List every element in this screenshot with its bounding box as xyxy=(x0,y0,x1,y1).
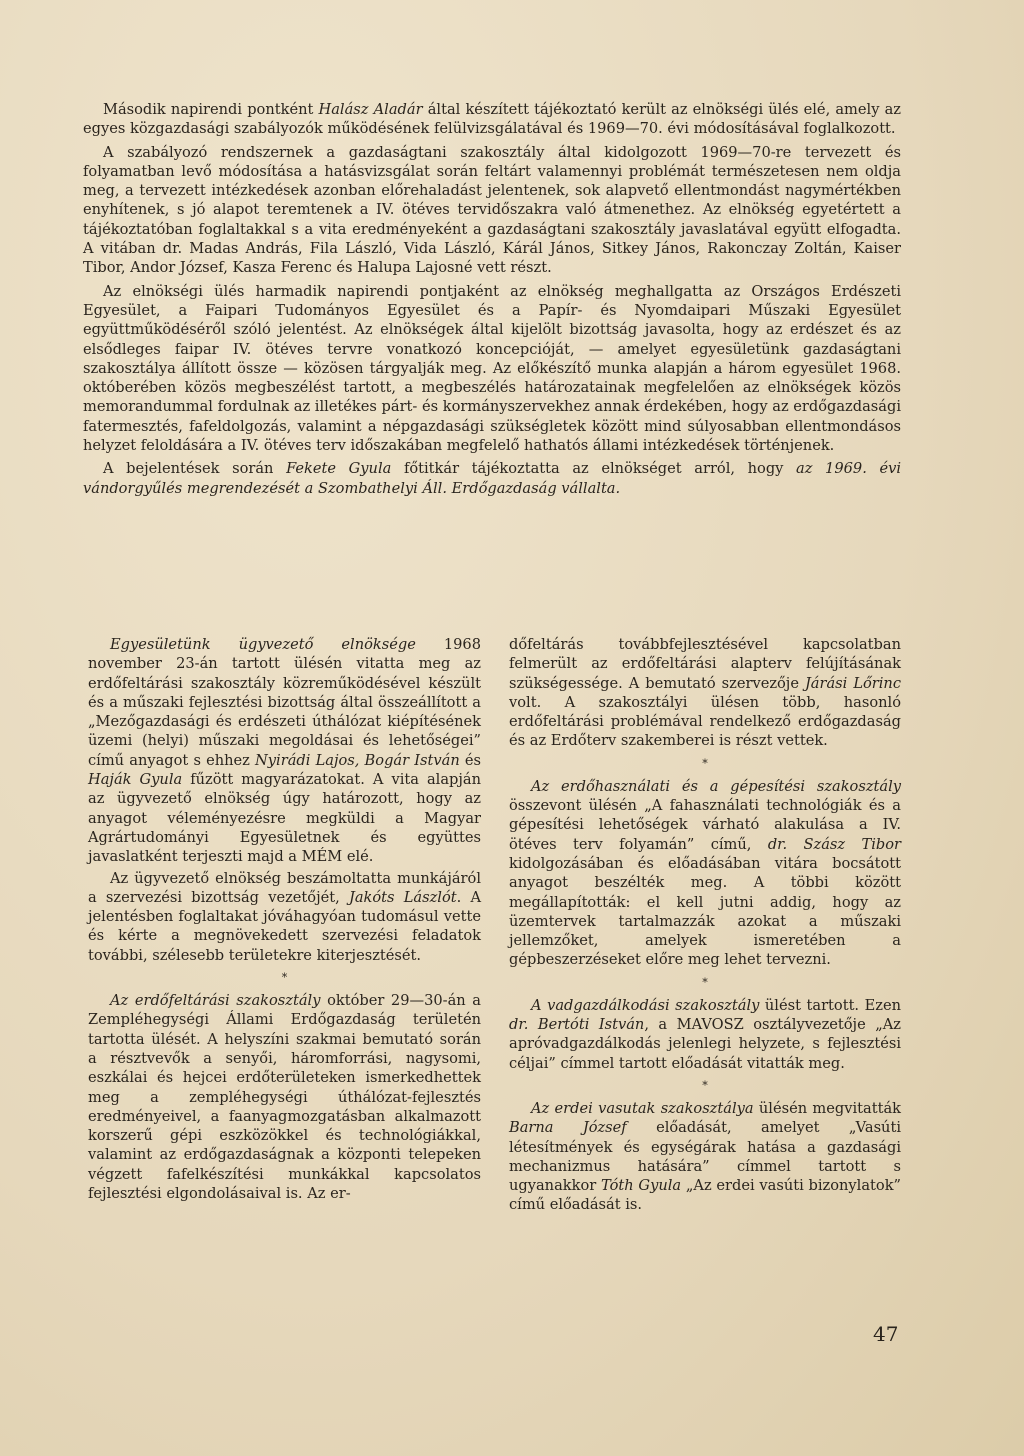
text: volt. A szakosztályi ülésen több, hasonló erdőfeltárási problémával rendelkező erdőgazdaság és az Erdőterv szakemberei is részt vettek. xyxy=(509,693,901,750)
right-column xyxy=(509,635,901,1217)
text: , a MAVOSZ osztályvezetője „Az apróvadgazdálkodás jelenlegi helyzete, s fejlesztési céljai” címmel tartott előadását vitatták meg. xyxy=(509,1016,901,1072)
text: Az ügyvezető elnökség beszámoltatta munkájáról a szervezési bizottság vezetőjét, xyxy=(88,869,481,906)
lead-text: Az erdőfeltárási szakosztály xyxy=(110,992,321,1010)
text: és xyxy=(459,751,482,769)
text: előadását, amelyet „Vasúti létesítmények és egységárak hatása a gazdasági mechanizmus hatására” címmel tartott s ugyanakkor xyxy=(509,1119,901,1195)
person-name: Jakóts Lászlót xyxy=(348,888,457,906)
left-paragraph-3 xyxy=(88,991,481,1203)
separator-asterisk: * xyxy=(702,1078,708,1092)
lead-text: Egyesületünk ügyvezető elnöksége xyxy=(110,636,416,653)
text: 1968 november 23-án tartott ülésén vitatta meg az erdőfeltárási szakosztály közreműködésével készült és a műszaki fejlesztési bizottság által összeállított a „Mezőgazdasági és erdészeti úthálózat kiépítésének üzemi (helyi) műszaki megoldásai és lehetőségei” című anyagot s ehhez xyxy=(88,636,481,769)
text: A bejelentések során xyxy=(103,460,287,478)
text: által készített tájékoztató került az elnökségi ülés elé, amely az egyes közgazdasági szabályozók működésének felülvizsgálatával és 1969—70. évi módosításával foglalkozott. xyxy=(83,101,901,138)
text: . A jelentésben foglaltakat jóváhagyóan tudomásul vette és kérte a megnövekedett szervezési feladatok további, szélesebb területekre kiterjesztését. xyxy=(88,888,481,964)
right-paragraph-4 xyxy=(509,1099,901,1215)
person-name: Halász Aladár xyxy=(318,101,423,118)
text: ülést tartott. Ezen xyxy=(759,996,901,1014)
left-paragraph-2 xyxy=(88,869,481,965)
separator-asterisk: * xyxy=(702,975,708,989)
text: fűzött magyarázatokat. A vita alapján az ügyvezető elnökség úgy határozott, hogy az anyagot véleményezésre megküldi a Magyar Agrártudományi Egyesületnek és együttes javaslatként terjeszti majd a MÉM elé. xyxy=(88,771,481,866)
lead-text: A vadgazdálkodási szakosztály xyxy=(531,996,760,1014)
person-name: Járási Lőrinc xyxy=(804,674,902,692)
text: ülésén megvitatták xyxy=(753,1099,901,1117)
text: az 1969. évi vándorgyűlés megrendezését a Szombathelyi Áll. Erdőgazdaság vállalta. xyxy=(83,460,902,497)
person-name: Fekete Gyula xyxy=(286,460,392,478)
person-name: Tóth Gyula xyxy=(601,1177,682,1195)
lead-text: Az erdőhasználati és a gépesítési szakosztály xyxy=(531,777,901,795)
text: összevont ülésén „A fahasználati technológiák és a gépesítési lehetőségek várható alakulása a IV. ötéves terv folyamán” című, xyxy=(509,797,901,853)
right-paragraph-3 xyxy=(509,996,901,1073)
person-name: dr. Bertóti István xyxy=(509,1016,645,1034)
left-paragraph-1 xyxy=(88,635,481,867)
text: főtitkár tájékoztatta az elnökséget arról, hogy xyxy=(391,460,797,478)
person-name: Haják Gyula xyxy=(88,771,183,789)
person-name: dr. Szász Tibor xyxy=(767,835,901,853)
right-paragraph-2 xyxy=(509,777,901,970)
text: „Az erdei vasúti bizonylatok” című előadását is. xyxy=(509,1177,902,1214)
top-section xyxy=(83,100,901,502)
lead-text: Az erdei vasutak szakosztálya xyxy=(531,1099,754,1117)
paragraph-2: A szabályozó rendszernek a gazdaságtani szakosztály által kidolgozott 1969—70-re tervezett és folyamatban levő módosítása a hatásvizsgálat során feltárt valamennyi problémát természetesen nem oldja meg, a tervezett intézkedések azonban előrehaladást jelentenek, sok alapvető ellentmondást nagymértékben enyhítenek, s jó alapot teremtenek a IV. ötéves tervidőszakra való átmenethez. Az elnökség egyetértett a tájékoztatóban foglaltakkal s a vita eredményeként a gazdaságtani szakosztály javaslatával együtt elfogadta. A vitában dr. Madas András, Fila László, Vida László, Kárál János, Sitkey János, Rakonczay Zoltán, Kaiser Tibor, Andor József, Kasza Ferenc és Halupa Lajosné vett részt. xyxy=(83,143,901,277)
page-number: 47 xyxy=(873,1322,899,1346)
text: október 29—30-án a Zempléhegységi Állami Erdőgazdaság területén tartotta ülését. A helyszíni szakmai bemutató során a résztvevők a senyői, háromforrási, nagysomi, eszkálai és hejcei erdőterületeken ismerkedhettek meg a zempléhegységi úthálózat-fejlesztés eredményeivel, a faanyagmozgatásban alkalmazott korszerű gépi eszközökkel és technológiákkal, valamint az erdőgazdaságnak a központi telepeken végzett fafelkészítési munkákkal kapcsolatos fejlesztési elgondolásaival is. Az er- xyxy=(88,992,482,1203)
paragraph-4 xyxy=(83,459,901,498)
text: dőfeltárás továbbfejlesztésével kapcsolatban felmerült az erdőfeltárási alapterv felújításának szükségessége. A bemutató szervezője xyxy=(509,636,901,692)
paragraph-1 xyxy=(83,100,901,139)
person-name: Barna József xyxy=(509,1119,627,1137)
paragraph-3: Az elnökségi ülés harmadik napirendi pontjaként az elnökség meghallgatta az Országos Erdészeti Egyesület, a Faipari Tudományos Egyesület és a Papír- és Nyomdaipari Műszaki Egyesület együttműködéséről szóló jelentést. Az elnökségek által kijelölt bizottság javasolta, hogy az erdészet és az elsődleges faipar IV. ötéves tervre vonatkozó koncepcióját, — amelyet egyesületünk gazdaságtani szakosztálya állított össze — közösen tárgyalják meg. Az előkészítő munka alapján a három egyesület 1968. októberében közös megbeszélést tartott, a megbeszélés határozatainak megfelelően az elnökségek közös memorandummal fordulnak az illetékes párt- és kormányszervekhez annak érdekében, hogy az erdőgazdasági fatermesztés, fafeldolgozás, valamint a népgazdasági szükségletek között mind súlyosabban ellentmondásos helyzet feloldására a IV. ötéves terv időszakában megfelelő hathatós állami intézkedések történjenek. xyxy=(83,282,901,455)
separator-asterisk: * xyxy=(702,756,708,770)
person-name: Nyirádi Lajos, Bogár István xyxy=(255,751,460,769)
text: kidolgozásában és előadásában vitára bocsátott anyagot beszélték meg. A többi között megállapították: el kell jutni addig, hogy az üzemtervek tartalmazzák azokat a műszaki jellemzőket, amelyek ismeretében a gépbeszerzéseket előre meg lehet tervezni. xyxy=(509,854,901,969)
left-column xyxy=(88,635,481,1205)
separator-asterisk: * xyxy=(281,971,288,985)
text: Második napirendi pontként xyxy=(103,101,319,118)
right-paragraph-1 xyxy=(509,635,901,751)
